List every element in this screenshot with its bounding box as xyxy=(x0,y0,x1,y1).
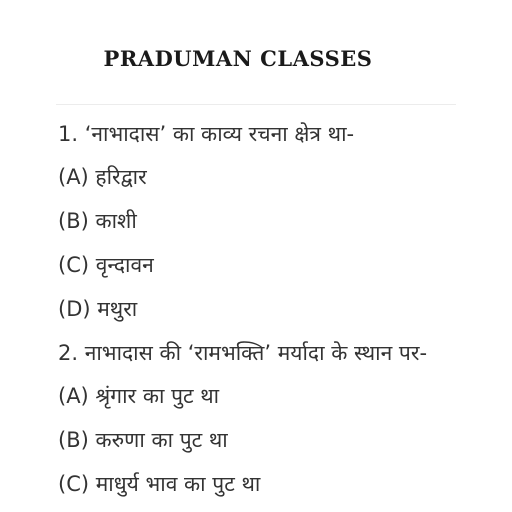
divider xyxy=(56,104,456,105)
question-2-option-b: (B) करुणा का पुट था xyxy=(58,428,228,452)
question-list xyxy=(58,118,438,512)
question-2-option-a: (A) श्रृंगार का पुट था xyxy=(58,384,220,408)
question-2-option-c: (C) माधुर्य भाव का पुट था xyxy=(58,472,261,496)
question-2-text: 2. नाभादास की ‘रामभक्ति’ मर्यादा के स्थान पर- xyxy=(58,341,428,365)
question-1-option-c: (C) वृन्दावन xyxy=(58,253,154,277)
question-1-option-d: (D) मथुरा xyxy=(58,297,138,321)
question-1-option-a: (A) हरिद्वार xyxy=(58,165,147,189)
question-1-text: 1. ‘नाभादास’ का काव्य रचना क्षेत्र था- xyxy=(58,122,355,146)
page-title: PRADUMAN CLASSES xyxy=(103,46,373,71)
question-1-option-b: (B) काशी xyxy=(58,209,137,233)
